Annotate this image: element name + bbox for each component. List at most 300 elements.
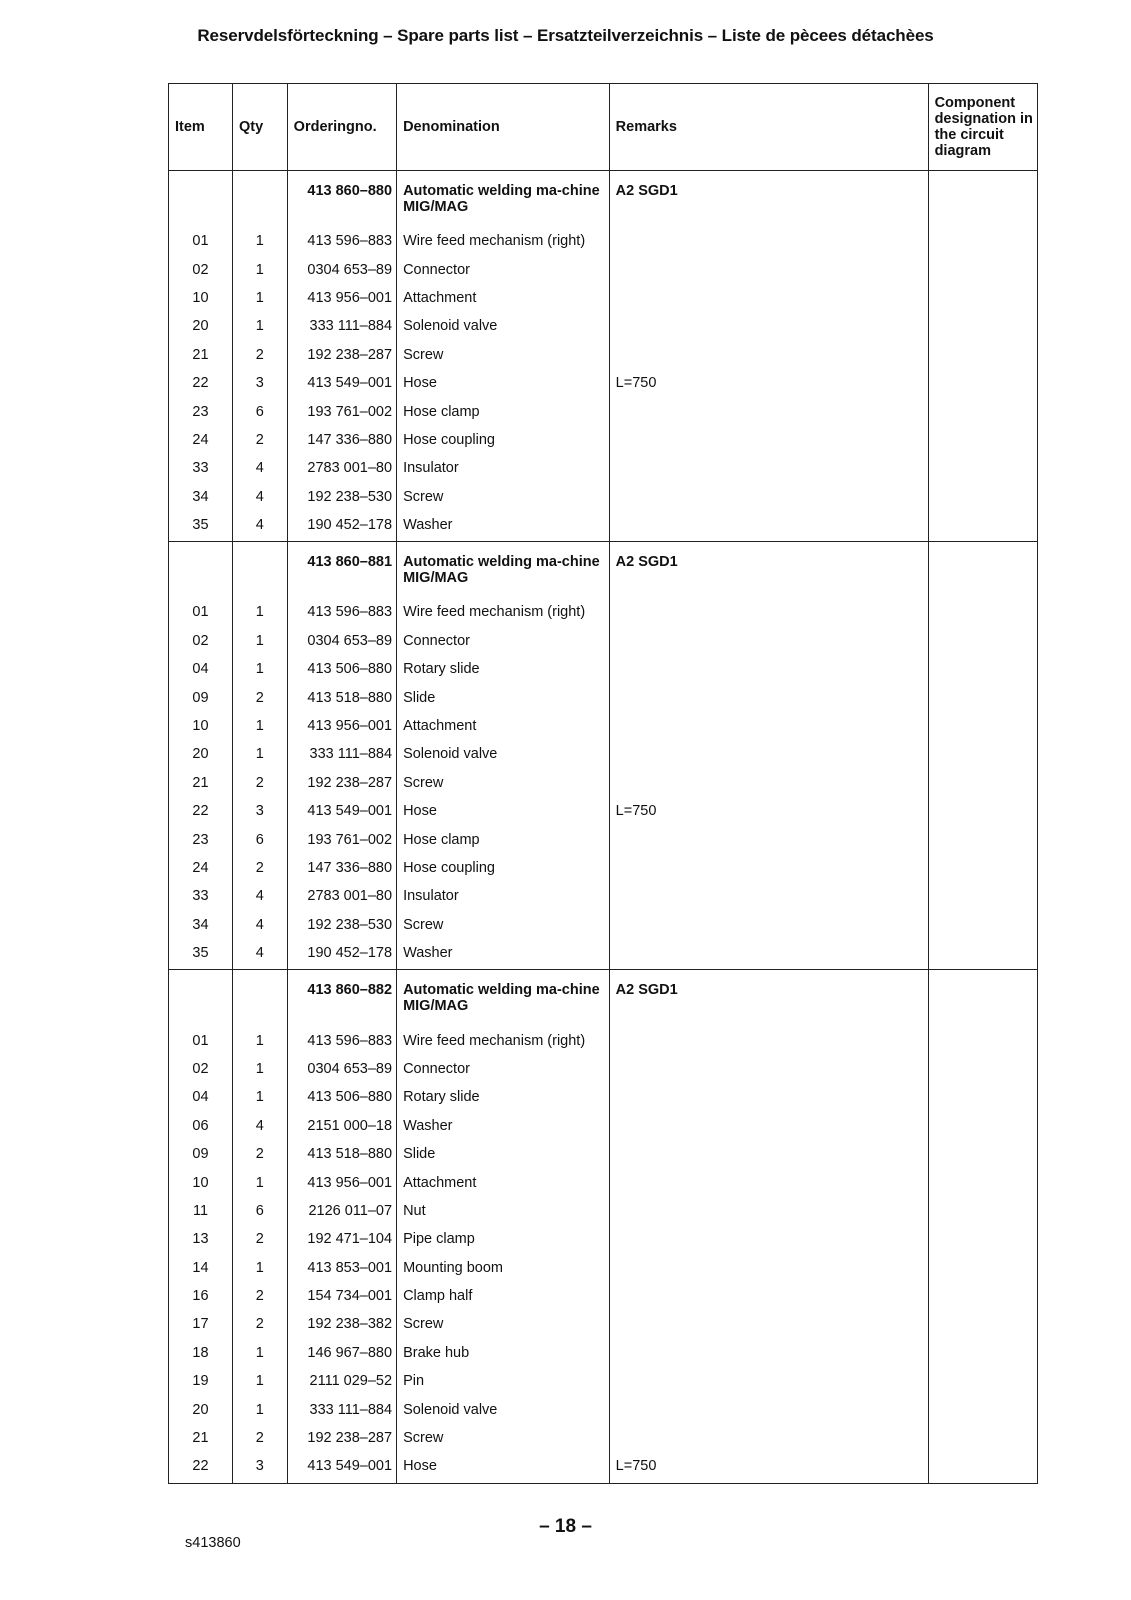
cell-remarks — [609, 1367, 928, 1395]
cell-remarks — [609, 1395, 928, 1423]
cell-component — [928, 1197, 1037, 1225]
cell-orderingno: 192 471–104 — [287, 1225, 396, 1253]
cell-remarks — [609, 939, 928, 967]
table-row — [169, 1395, 1038, 1423]
table-row — [169, 227, 1038, 255]
assembly-header-row — [169, 970, 1038, 1027]
cell-remarks — [609, 825, 928, 853]
cell-orderingno: 413 596–883 — [287, 1026, 396, 1054]
table-row — [169, 312, 1038, 340]
cell-orderingno: 2783 001–80 — [287, 454, 396, 482]
cell-qty: 2 — [232, 1424, 287, 1452]
cell-denomination: Hose coupling — [397, 426, 610, 454]
cell-qty — [232, 171, 287, 228]
cell-remarks — [609, 1282, 928, 1310]
cell-orderingno: 413 518–880 — [287, 1140, 396, 1168]
cell-denomination: Screw — [397, 769, 610, 797]
cell-remarks — [609, 426, 928, 454]
table-row — [169, 854, 1038, 882]
cell-orderingno: 413 549–001 — [287, 797, 396, 825]
cell-orderingno: 146 967–880 — [287, 1339, 396, 1367]
page-number: – 18 – — [539, 1516, 592, 1537]
cell-item: 19 — [169, 1367, 233, 1395]
cell-component — [928, 970, 1037, 1027]
cell-item: 20 — [169, 312, 233, 340]
table-row — [169, 911, 1038, 939]
cell-item: 35 — [169, 511, 233, 539]
cell-component — [928, 1055, 1037, 1083]
cell-remarks — [609, 740, 928, 768]
table-row — [169, 769, 1038, 797]
cell-component — [928, 1083, 1037, 1111]
assembly-denomination: Automatic welding ma-chine MIG/MAG — [397, 970, 610, 1027]
cell-denomination: Hose clamp — [397, 397, 610, 425]
table-row — [169, 426, 1038, 454]
cell-remarks — [609, 1254, 928, 1282]
cell-remarks: L=750 — [609, 369, 928, 397]
cell-item: 20 — [169, 1395, 233, 1423]
cell-component — [928, 1282, 1037, 1310]
cell-qty: 4 — [232, 911, 287, 939]
cell-denomination: Attachment — [397, 284, 610, 312]
table-row — [169, 1339, 1038, 1367]
cell-remarks — [609, 769, 928, 797]
table-row — [169, 740, 1038, 768]
cell-component — [928, 655, 1037, 683]
cell-orderingno: 193 761–002 — [287, 825, 396, 853]
table-row — [169, 1310, 1038, 1338]
page-title: Reservdelsförteckning – Spare parts list – Ersatzteilverzeichnis – Liste de pècees détachèes — [197, 26, 934, 45]
cell-qty: 1 — [232, 1395, 287, 1423]
cell-item: 02 — [169, 1055, 233, 1083]
table-row — [169, 1424, 1038, 1452]
cell-item — [169, 970, 233, 1027]
cell-remarks — [609, 1310, 928, 1338]
cell-denomination: Insulator — [397, 454, 610, 482]
cell-component — [928, 1424, 1037, 1452]
cell-denomination: Hose — [397, 1452, 610, 1480]
cell-remarks — [609, 1197, 928, 1225]
cell-orderingno: 192 238–382 — [287, 1310, 396, 1338]
cell-orderingno: 2783 001–80 — [287, 882, 396, 910]
assembly-header-row — [169, 542, 1038, 599]
cell-remarks — [609, 1339, 928, 1367]
table-row — [169, 1282, 1038, 1310]
cell-denomination: Insulator — [397, 882, 610, 910]
cell-denomination: Washer — [397, 939, 610, 967]
cell-remarks — [609, 1140, 928, 1168]
assembly-orderingno: 413 860–882 — [287, 970, 396, 1027]
table-row — [169, 1026, 1038, 1054]
cell-qty: 2 — [232, 769, 287, 797]
col-header-orderingno: Orderingno. — [287, 84, 396, 171]
cell-item: 09 — [169, 683, 233, 711]
cell-qty: 4 — [232, 511, 287, 539]
cell-orderingno: 413 518–880 — [287, 683, 396, 711]
cell-item: 13 — [169, 1225, 233, 1253]
cell-qty: 1 — [232, 255, 287, 283]
assembly-group — [169, 542, 1038, 970]
cell-denomination: Washer — [397, 1112, 610, 1140]
table-row — [169, 1367, 1038, 1395]
cell-remarks — [609, 483, 928, 511]
document-id: s413860 — [185, 1535, 241, 1551]
cell-component — [928, 825, 1037, 853]
cell-orderingno: 2111 029–52 — [287, 1367, 396, 1395]
table-row — [169, 369, 1038, 397]
cell-remarks — [609, 683, 928, 711]
cell-item: 22 — [169, 797, 233, 825]
cell-component — [928, 341, 1037, 369]
cell-denomination: Rotary slide — [397, 655, 610, 683]
cell-item: 23 — [169, 397, 233, 425]
cell-orderingno: 0304 653–89 — [287, 255, 396, 283]
cell-component — [928, 1367, 1037, 1395]
cell-orderingno: 413 853–001 — [287, 1254, 396, 1282]
cell-denomination: Solenoid valve — [397, 740, 610, 768]
cell-item: 24 — [169, 426, 233, 454]
cell-component — [928, 511, 1037, 539]
cell-remarks — [609, 1168, 928, 1196]
cell-qty: 1 — [232, 740, 287, 768]
cell-item: 10 — [169, 284, 233, 312]
cell-qty: 4 — [232, 939, 287, 967]
cell-orderingno: 147 336–880 — [287, 426, 396, 454]
cell-qty: 1 — [232, 1254, 287, 1282]
cell-denomination: Wire feed mechanism (right) — [397, 598, 610, 626]
cell-remarks — [609, 1026, 928, 1054]
cell-component — [928, 312, 1037, 340]
assembly-group — [169, 970, 1038, 1483]
cell-qty: 2 — [232, 1282, 287, 1310]
cell-qty: 1 — [232, 1367, 287, 1395]
cell-orderingno: 2126 011–07 — [287, 1197, 396, 1225]
cell-qty: 4 — [232, 454, 287, 482]
cell-component — [928, 397, 1037, 425]
col-header-component: Component designation in the circuit diagram — [928, 84, 1037, 171]
cell-item — [169, 542, 233, 599]
cell-qty: 1 — [232, 627, 287, 655]
cell-orderingno: 192 238–287 — [287, 341, 396, 369]
cell-denomination: Slide — [397, 683, 610, 711]
assembly-orderingno: 413 860–881 — [287, 542, 396, 599]
cell-component — [928, 1339, 1037, 1367]
cell-qty: 1 — [232, 655, 287, 683]
cell-denomination: Pin — [397, 1367, 610, 1395]
cell-orderingno: 190 452–178 — [287, 939, 396, 967]
cell-qty: 1 — [232, 712, 287, 740]
col-header-item: Item — [169, 84, 233, 171]
table-row — [169, 454, 1038, 482]
cell-component — [928, 1452, 1037, 1480]
cell-remarks — [609, 1424, 928, 1452]
cell-item: 14 — [169, 1254, 233, 1282]
cell-remarks — [609, 854, 928, 882]
cell-denomination: Wire feed mechanism (right) — [397, 1026, 610, 1054]
assembly-header-row — [169, 171, 1038, 228]
assembly-orderingno: 413 860–880 — [287, 171, 396, 228]
cell-component — [928, 1225, 1037, 1253]
cell-component — [928, 454, 1037, 482]
cell-orderingno: 192 238–530 — [287, 483, 396, 511]
table-row — [169, 712, 1038, 740]
cell-component — [928, 882, 1037, 910]
cell-component — [928, 284, 1037, 312]
cell-denomination: Nut — [397, 1197, 610, 1225]
cell-orderingno: 413 596–883 — [287, 598, 396, 626]
col-header-remarks: Remarks — [609, 84, 928, 171]
cell-item: 24 — [169, 854, 233, 882]
table-row — [169, 627, 1038, 655]
cell-item: 10 — [169, 1168, 233, 1196]
cell-item: 11 — [169, 1197, 233, 1225]
table-row — [169, 1452, 1038, 1480]
cell-component — [928, 227, 1037, 255]
cell-remarks — [609, 655, 928, 683]
cell-item: 17 — [169, 1310, 233, 1338]
cell-orderingno: 190 452–178 — [287, 511, 396, 539]
cell-orderingno: 413 506–880 — [287, 1083, 396, 1111]
cell-item: 01 — [169, 1026, 233, 1054]
spacer-cell — [397, 1481, 610, 1484]
cell-orderingno: 413 956–001 — [287, 712, 396, 740]
cell-component — [928, 483, 1037, 511]
cell-qty: 1 — [232, 1168, 287, 1196]
cell-item: 09 — [169, 1140, 233, 1168]
cell-orderingno: 413 956–001 — [287, 284, 396, 312]
table-row — [169, 1197, 1038, 1225]
cell-component — [928, 369, 1037, 397]
cell-denomination: Hose clamp — [397, 825, 610, 853]
cell-item: 18 — [169, 1339, 233, 1367]
table-header — [169, 84, 1038, 171]
spacer-cell — [232, 1481, 287, 1484]
table-row — [169, 797, 1038, 825]
cell-remarks — [609, 1055, 928, 1083]
cell-qty: 6 — [232, 825, 287, 853]
cell-item: 22 — [169, 369, 233, 397]
cell-item: 21 — [169, 769, 233, 797]
cell-qty — [232, 970, 287, 1027]
spacer-cell — [169, 1481, 233, 1484]
col-header-denomination: Denomination — [397, 84, 610, 171]
cell-component — [928, 1310, 1037, 1338]
table-row — [169, 598, 1038, 626]
cell-qty: 1 — [232, 1055, 287, 1083]
cell-remarks — [609, 1083, 928, 1111]
cell-item: 34 — [169, 911, 233, 939]
cell-item: 01 — [169, 227, 233, 255]
cell-qty: 1 — [232, 1339, 287, 1367]
cell-orderingno: 333 111–884 — [287, 1395, 396, 1423]
cell-denomination: Brake hub — [397, 1339, 610, 1367]
cell-component — [928, 740, 1037, 768]
cell-item: 21 — [169, 341, 233, 369]
cell-item: 02 — [169, 627, 233, 655]
cell-qty: 2 — [232, 1310, 287, 1338]
cell-denomination: Solenoid valve — [397, 312, 610, 340]
cell-remarks — [609, 712, 928, 740]
cell-orderingno: 192 238–530 — [287, 911, 396, 939]
cell-denomination: Clamp half — [397, 1282, 610, 1310]
cell-item: 33 — [169, 454, 233, 482]
cell-qty: 1 — [232, 1026, 287, 1054]
table-row — [169, 1225, 1038, 1253]
cell-denomination: Washer — [397, 511, 610, 539]
cell-orderingno: 413 506–880 — [287, 655, 396, 683]
assembly-remarks: A2 SGD1 — [609, 542, 928, 599]
cell-remarks — [609, 227, 928, 255]
cell-item — [169, 171, 233, 228]
cell-remarks — [609, 255, 928, 283]
cell-denomination: Connector — [397, 627, 610, 655]
cell-component — [928, 426, 1037, 454]
cell-qty: 6 — [232, 397, 287, 425]
cell-denomination: Slide — [397, 1140, 610, 1168]
spacer-cell — [609, 1481, 928, 1484]
cell-component — [928, 1112, 1037, 1140]
cell-component — [928, 1026, 1037, 1054]
cell-remarks: L=750 — [609, 797, 928, 825]
col-header-qty: Qty — [232, 84, 287, 171]
cell-orderingno: 147 336–880 — [287, 854, 396, 882]
cell-component — [928, 542, 1037, 599]
cell-item: 23 — [169, 825, 233, 853]
cell-component — [928, 854, 1037, 882]
cell-qty: 4 — [232, 483, 287, 511]
cell-qty: 1 — [232, 1083, 287, 1111]
cell-remarks — [609, 397, 928, 425]
cell-denomination: Connector — [397, 1055, 610, 1083]
table-row — [169, 397, 1038, 425]
cell-qty: 1 — [232, 598, 287, 626]
cell-orderingno: 413 596–883 — [287, 227, 396, 255]
cell-remarks — [609, 312, 928, 340]
cell-denomination: Attachment — [397, 712, 610, 740]
cell-remarks — [609, 1112, 928, 1140]
table-row — [169, 1055, 1038, 1083]
cell-denomination: Connector — [397, 255, 610, 283]
table-row — [169, 284, 1038, 312]
cell-denomination: Screw — [397, 911, 610, 939]
table-row — [169, 655, 1038, 683]
cell-item: 16 — [169, 1282, 233, 1310]
cell-qty: 2 — [232, 426, 287, 454]
table-row — [169, 483, 1038, 511]
cell-orderingno: 333 111–884 — [287, 740, 396, 768]
cell-component — [928, 683, 1037, 711]
cell-qty — [232, 542, 287, 599]
assembly-remarks: A2 SGD1 — [609, 171, 928, 228]
cell-item: 06 — [169, 1112, 233, 1140]
table-row — [169, 255, 1038, 283]
assembly-denomination: Automatic welding ma-chine MIG/MAG — [397, 171, 610, 228]
cell-denomination: Screw — [397, 1310, 610, 1338]
cell-item: 01 — [169, 598, 233, 626]
cell-qty: 2 — [232, 1140, 287, 1168]
cell-qty: 6 — [232, 1197, 287, 1225]
assembly-denomination: Automatic welding ma-chine MIG/MAG — [397, 542, 610, 599]
cell-orderingno: 413 956–001 — [287, 1168, 396, 1196]
table-row — [169, 939, 1038, 967]
cell-component — [928, 255, 1037, 283]
cell-qty: 3 — [232, 369, 287, 397]
cell-remarks — [609, 598, 928, 626]
cell-component — [928, 1140, 1037, 1168]
cell-qty: 3 — [232, 797, 287, 825]
cell-item: 33 — [169, 882, 233, 910]
group-spacer — [169, 1481, 1038, 1484]
cell-component — [928, 1254, 1037, 1282]
cell-qty: 1 — [232, 312, 287, 340]
cell-orderingno: 0304 653–89 — [287, 627, 396, 655]
cell-component — [928, 1168, 1037, 1196]
cell-orderingno: 333 111–884 — [287, 312, 396, 340]
cell-component — [928, 712, 1037, 740]
cell-component — [928, 769, 1037, 797]
cell-denomination: Screw — [397, 341, 610, 369]
cell-orderingno: 192 238–287 — [287, 1424, 396, 1452]
cell-qty: 4 — [232, 882, 287, 910]
cell-component — [928, 939, 1037, 967]
spacer-cell — [928, 1481, 1037, 1484]
cell-orderingno: 154 734–001 — [287, 1282, 396, 1310]
cell-remarks — [609, 454, 928, 482]
spare-parts-table — [168, 83, 1038, 1484]
table-row — [169, 1112, 1038, 1140]
cell-denomination: Screw — [397, 483, 610, 511]
cell-component — [928, 1395, 1037, 1423]
cell-orderingno: 2151 000–18 — [287, 1112, 396, 1140]
cell-denomination: Rotary slide — [397, 1083, 610, 1111]
cell-denomination: Hose — [397, 797, 610, 825]
cell-denomination: Solenoid valve — [397, 1395, 610, 1423]
table-row — [169, 341, 1038, 369]
cell-denomination: Mounting boom — [397, 1254, 610, 1282]
table-row — [169, 1168, 1038, 1196]
assembly-remarks: A2 SGD1 — [609, 970, 928, 1027]
table-row — [169, 882, 1038, 910]
cell-orderingno: 0304 653–89 — [287, 1055, 396, 1083]
cell-component — [928, 171, 1037, 228]
cell-orderingno: 413 549–001 — [287, 1452, 396, 1480]
cell-component — [928, 911, 1037, 939]
cell-remarks — [609, 284, 928, 312]
table-row — [169, 683, 1038, 711]
cell-orderingno: 192 238–287 — [287, 769, 396, 797]
cell-component — [928, 797, 1037, 825]
cell-remarks — [609, 911, 928, 939]
cell-qty: 2 — [232, 854, 287, 882]
cell-item: 04 — [169, 655, 233, 683]
cell-remarks — [609, 882, 928, 910]
cell-remarks — [609, 627, 928, 655]
table-row — [169, 1140, 1038, 1168]
cell-qty: 3 — [232, 1452, 287, 1480]
cell-remarks — [609, 1225, 928, 1253]
cell-item: 22 — [169, 1452, 233, 1480]
table-row — [169, 511, 1038, 539]
cell-remarks — [609, 511, 928, 539]
table-row — [169, 1083, 1038, 1111]
cell-orderingno: 413 549–001 — [287, 369, 396, 397]
assembly-group — [169, 171, 1038, 542]
cell-item: 35 — [169, 939, 233, 967]
table-row — [169, 825, 1038, 853]
cell-denomination: Hose — [397, 369, 610, 397]
cell-denomination: Pipe clamp — [397, 1225, 610, 1253]
cell-orderingno: 193 761–002 — [287, 397, 396, 425]
